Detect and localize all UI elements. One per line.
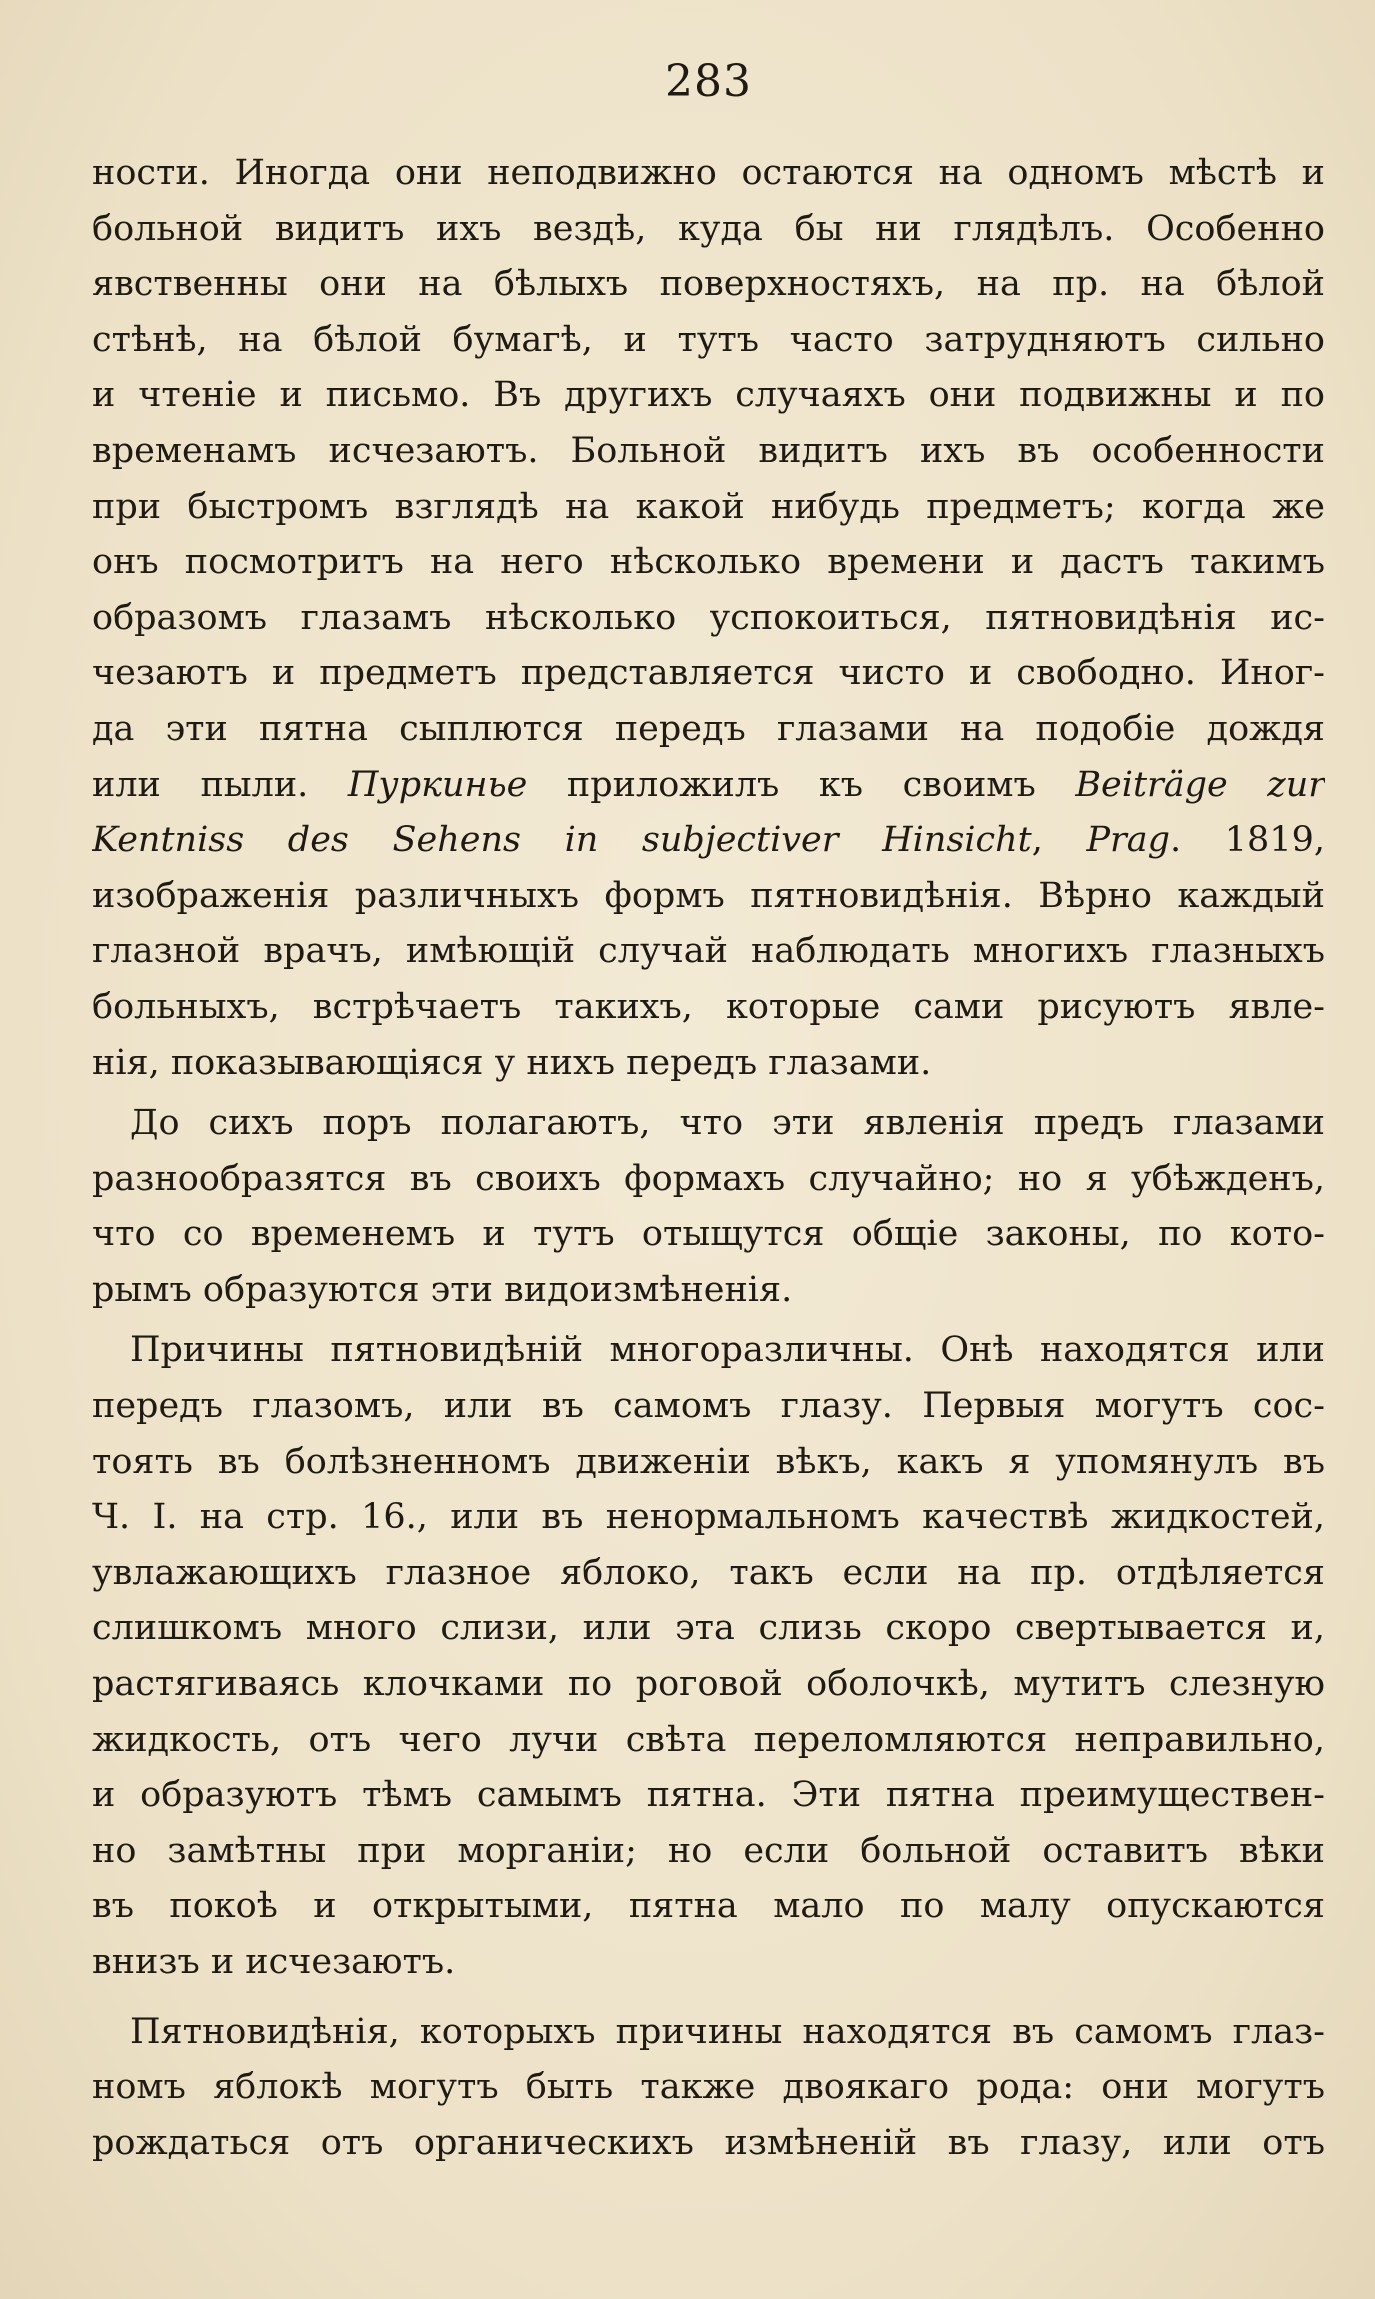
text-line: больной видитъ ихъ вездѣ, куда бы ни глядѣлъ. Особенно — [92, 208, 1325, 249]
text-line: больныхъ, встрѣчаетъ такихъ, которые сами рисуютъ явле- — [92, 986, 1325, 1027]
paragraph — [92, 146, 1325, 1091]
text-line: и образуютъ тѣмъ самымъ пятна. Эти пятна преимуществен- — [92, 1775, 1325, 1816]
text-line: растягиваясь клочками по роговой оболочкѣ, мутитъ слезную — [92, 1664, 1325, 1705]
text-line: передъ глазомъ, или въ самомъ глазу. Первыя могутъ сос- — [92, 1386, 1325, 1427]
text-line: онъ посмотритъ на него нѣсколько времени и дастъ такимъ — [92, 542, 1325, 583]
text-line: Пятновидѣнія, которыхъ причины находятся въ самомъ глаз- — [130, 2011, 1325, 2052]
page-number: 283 — [665, 56, 752, 107]
body-text — [92, 146, 1325, 2171]
italic-citation: Prag — [1086, 820, 1171, 861]
paragraph — [92, 2005, 1325, 2172]
text-line: рождаться отъ органическихъ измѣненій въ глазу, или отъ — [92, 2122, 1325, 2163]
text-line: образомъ глазамъ нѣсколько успокоиться, пятновидѣнія ис- — [92, 597, 1325, 638]
text-line: при быстромъ взглядѣ на какой нибудь предметъ; когда же — [92, 486, 1325, 527]
text-line: изображенія различныхъ формъ пятновидѣнія. Вѣрно каждый — [92, 875, 1325, 916]
text-line: явственны они на бѣлыхъ поверхностяхъ, на пр. на бѣлой — [92, 264, 1325, 305]
text-line: глазной врачъ, имѣющій случай наблюдать многихъ глазныхъ — [92, 931, 1325, 972]
text-line: чезаютъ и предметъ представляется чисто и свободно. Иног- — [92, 653, 1325, 694]
text-segment: приложилъ къ своимъ — [527, 764, 1076, 805]
italic-citation: Beiträge zur — [1075, 764, 1325, 805]
text-line: временамъ исчезаютъ. Больной видитъ ихъ въ особенности — [92, 430, 1325, 471]
text-line: да эти пятна сыплются передъ глазами на подобіе дождя — [92, 708, 1325, 749]
text-line: и чтеніе и письмо. Въ другихъ случаяхъ они подвижны и по — [92, 375, 1325, 416]
text-line: Ч. I. на стр. 16., или въ ненормальномъ качествѣ жидкостей, — [92, 1497, 1325, 1538]
text-line: что со временемъ и тутъ отыщутся общіе законы, по кото- — [92, 1214, 1325, 1255]
text-line: въ покоѣ и открытыми, пятна мало по малу опускаются — [92, 1886, 1325, 1927]
text-line — [92, 758, 1325, 814]
text-line: До сихъ поръ полагаютъ, что эти явленія предъ глазами — [130, 1103, 1325, 1144]
text-line: ности. Иногда они неподвижно остаются на одномъ мѣстѣ и — [92, 153, 1325, 193]
text-segment: . 1819, — [1170, 820, 1325, 861]
text-line: нія, показывающіяся у нихъ передъ глазами. — [92, 1042, 932, 1083]
paragraph — [92, 1096, 1325, 1318]
text-line: тоять въ болѣзненномъ движеніи вѣкъ, какъ я упомянулъ въ — [92, 1441, 1325, 1482]
text-line: слишкомъ много слизи, или эта слизь скоро свертывается и, — [92, 1608, 1325, 1649]
text-line: Причины пятновидѣній многоразличны. Онѣ находятся или — [130, 1330, 1325, 1371]
text-line: внизъ и исчезаютъ. — [92, 1942, 456, 1982]
text-line: разнообразятся въ своихъ формахъ случайно; но я убѣжденъ, — [92, 1158, 1325, 1199]
paragraph — [92, 1323, 1325, 1990]
text-line: стѣнѣ, на бѣлой бумагѣ, и тутъ часто затрудняютъ сильно — [92, 319, 1325, 360]
text-line — [92, 813, 1325, 869]
text-segment: или пыли. — [92, 764, 348, 805]
text-line: жидкость, отъ чего лучи свѣта переломляются неправильно, — [92, 1719, 1325, 1760]
text-line: увлажающихъ глазное яблоко, такъ если на пр. отдѣляется — [92, 1552, 1325, 1593]
text-line: рымъ образуются эти видоизмѣненія. — [92, 1269, 793, 1310]
text-line: но замѣтны при морганіи; но если больной оставитъ вѣки — [92, 1830, 1325, 1871]
text-line: номъ яблокѣ могутъ быть также двоякаго рода: они могутъ — [92, 2067, 1325, 2108]
text-segment: , — [1031, 820, 1087, 861]
italic-citation: Пуркинье — [347, 764, 528, 805]
italic-citation: Kentniss des Sehens in subjectiver Hinsicht — [92, 820, 1032, 861]
